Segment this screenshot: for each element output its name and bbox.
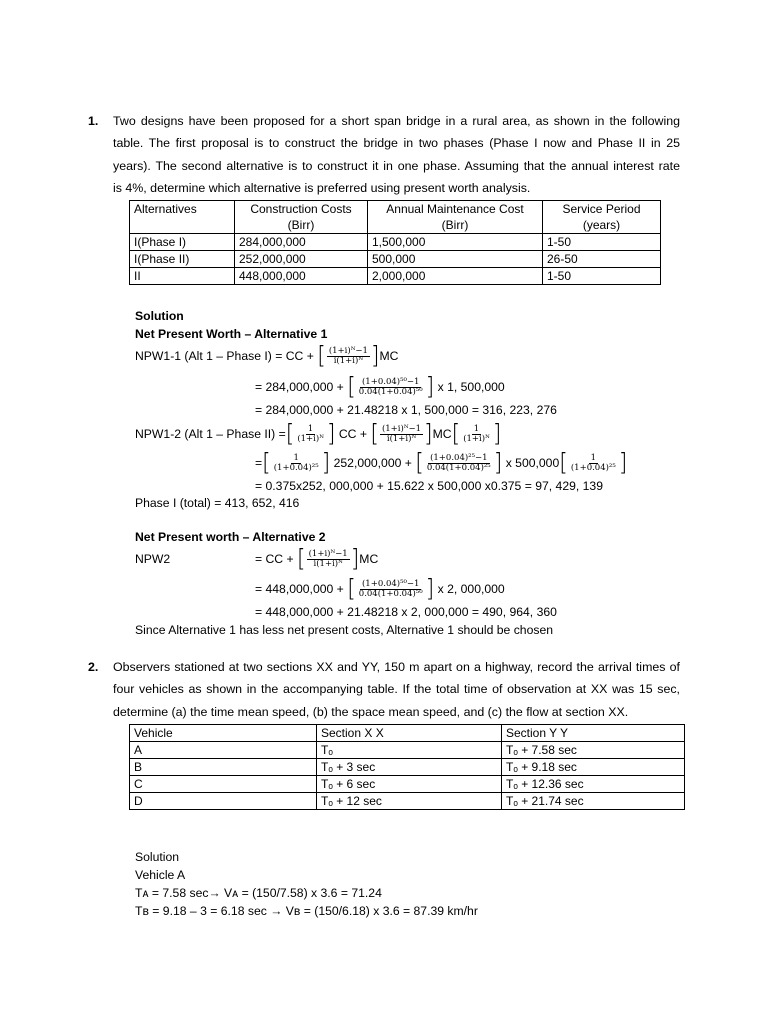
fraction: $\frac{\text{(1+i)ᴺ−1}}{\text{i(1+i)ᴺ}}$	[308, 549, 348, 570]
table-cell: D	[130, 793, 317, 810]
table-cell: 1-50	[543, 234, 661, 251]
table-cell: 1-50	[543, 268, 661, 285]
npw2-step1: = 448,000,000 + [ $\frac{\text{(1+0.04)⁵⁰−1}}{\text{0.04(1+0.04)⁵⁰}}$ ] x 2, 000,000	[255, 575, 505, 603]
npw11-equation: NPW1-1 (Alt 1 – Phase I) = CC + [ $\frac{\text{(1+i)ᴺ−1}}{\text{i(1+i)ᴺ}}$ ]MC	[135, 342, 399, 370]
npw2-step2: = 448,000,000 + 21.48218 x 2, 000,000 = 490, 964, 360	[255, 605, 557, 619]
solution-2	[135, 0, 735, 1024]
fraction: $\frac{1}{\text{(1+0.04)²⁵}}$	[273, 453, 319, 474]
table-cell: Tₒ + 12 sec	[317, 793, 502, 810]
fraction: $\frac{\text{(1+0.04)²⁵−1}}{\text{0.04(1+0.04)²⁵}}$	[426, 453, 491, 474]
solution-heading: Solution	[135, 309, 184, 323]
npw11-step1: = 284,000,000 + [ $\frac{\text{(1+0.04)⁵⁰−1}}{\text{0.04(1+0.04)⁵⁰}}$ ] x 1, 500,000	[255, 373, 505, 401]
solution-line: Tʙ = 9.18 – 3 = 6.18 sec → Vʙ = (150/6.18) x 3.6 = 87.39 km/hr	[135, 904, 478, 918]
npw12-step2: = 0.375x252, 000,000 + 15.622 x 500,000 x0.375 = 97, 429, 139	[255, 479, 603, 493]
table-cell: 252,000,000	[235, 251, 368, 268]
table-cell: Tₒ + 21.74 sec	[502, 793, 685, 810]
fraction: $\frac{1}{\text{(1+i)ᴺ}}$	[463, 424, 490, 445]
question-number: 1.	[88, 114, 99, 128]
npw11-step2: = 284,000,000 + 21.48218 x 1, 500,000 = 316, 223, 276	[255, 403, 557, 417]
table-header-cell: Section X X	[317, 725, 502, 742]
table-header-cell: Construction Costs (Birr)	[235, 201, 368, 234]
npw2-equation: NPW2 = CC + [ $\frac{\text{(1+i)ᴺ−1}}{\text{i(1+i)ᴺ}}$ ]MC	[135, 545, 379, 573]
table-cell: 1,500,000	[368, 234, 543, 251]
table-header-cell: Alternatives	[130, 201, 235, 234]
fraction: $\frac{\text{(1+i)ᴺ−1}}{\text{i(1+i)ᴺ}}$	[328, 346, 368, 367]
fraction: $\frac{\text{(1+i)ᴺ−1}}{\text{i(1+i)ᴺ}}$	[381, 424, 422, 445]
question-text-line: table. The first proposal is to construct the bridge in two phases (Phase I now and Phase II in 25	[113, 136, 680, 151]
table-cell: Tₒ	[317, 742, 502, 759]
table-cell: 26-50	[543, 251, 661, 268]
table-header-cell: Service Period (years)	[543, 201, 661, 234]
phase-total: Phase I (total) = 413, 652, 416	[135, 496, 300, 510]
table-cell: C	[130, 776, 317, 793]
table-cell: 448,000,000	[235, 268, 368, 285]
question-text-line: determine (a) the time mean speed, (b) the space mean speed, and (c) the flow at section XX.	[113, 704, 629, 719]
question-number: 2.	[88, 660, 99, 674]
table-cell: Tₒ + 7.58 sec	[502, 742, 685, 759]
question-text-line: Two designs have been proposed for a short span bridge in a rural area, as shown in the following	[113, 114, 680, 128]
fraction: $\frac{1}{\text{(1+i)ᴺ}}$	[297, 424, 324, 445]
table-header-cell: Section Y Y	[502, 725, 685, 742]
npw12-equation: NPW1-2 (Alt 1 – Phase II) =[ $\frac{1}{\text{(1+i)ᴺ}}$ ] CC + [ $\frac{\text{(1+i)ᴺ−1}}{\text{i(1+i)ᴺ}}$ ]MC[ $\frac{1}{\text{(1+i)ᴺ}}$ ]	[135, 420, 502, 448]
table-cell: A	[130, 742, 317, 759]
question-text-line: years). The second alternative is to construct it in one phase. Assuming that the annual interest rate	[113, 158, 680, 173]
table-cell: 284,000,000	[235, 234, 368, 251]
table-cell: I(Phase I)	[130, 234, 235, 251]
conclusion: Since Alternative 1 has less net present costs, Alternative 1 should be chosen	[135, 623, 554, 637]
alt2-heading: Net Present worth – Alternative 2	[135, 530, 326, 544]
fraction: $\frac{1}{\text{(1+0.04)²⁵}}$	[570, 453, 616, 474]
question-text-line: four vehicles as shown in the accompanying table. If the total time of observation at XX was 15 sec,	[113, 682, 680, 697]
alt1-heading: Net Present Worth – Alternative 1	[135, 327, 328, 341]
table-header-cell: Annual Maintenance Cost (Birr)	[368, 201, 543, 234]
fraction: $\frac{\text{(1+0.04)⁵⁰−1}}{\text{0.04(1+0.04)⁵⁰}}$	[358, 377, 423, 398]
vehicle-label: Vehicle A	[135, 868, 186, 882]
fraction: $\frac{\text{(1+0.04)⁵⁰−1}}{\text{0.04(1+0.04)⁵⁰}}$	[358, 579, 423, 600]
question-text-line: is 4%, determine which alternative is preferred using present worth analysis.	[113, 180, 531, 195]
solution-heading: Solution	[135, 850, 180, 864]
table-cell: Tₒ + 12.36 sec	[502, 776, 685, 793]
table-cell: Tₒ + 3 sec	[317, 759, 502, 776]
table-header-cell: Vehicle	[130, 725, 317, 742]
npw12-step1: =[ $\frac{1}{\text{(1+0.04)²⁵}}$ ] 252,000,000 + [ $\frac{\text{(1+0.04)²⁵−1}}{\text{0.04(1+0.04)²⁵}}$ ] x 500,000[ $\frac{1}{\text{(1+0.04)²⁵}}$ ]	[255, 449, 628, 477]
question-text-line: Observers stationed at two sections XX and YY, 150 m apart on a highway, record the arrival times of	[113, 660, 680, 674]
table-cell: 500,000	[368, 251, 543, 268]
equation-label: NPW1-1 (Alt 1 – Phase I) = CC +	[135, 349, 314, 363]
table-cell: 2,000,000	[368, 268, 543, 285]
solution-line: Tᴀ = 7.58 sec→ Vᴀ = (150/7.58) x 3.6 = 71.24	[135, 886, 382, 900]
table-cell: Tₒ + 9.18 sec	[502, 759, 685, 776]
table-cell: B	[130, 759, 317, 776]
table-cell: Tₒ + 6 sec	[317, 776, 502, 793]
table-cell: I(Phase II)	[130, 251, 235, 268]
table-cell: II	[130, 268, 235, 285]
